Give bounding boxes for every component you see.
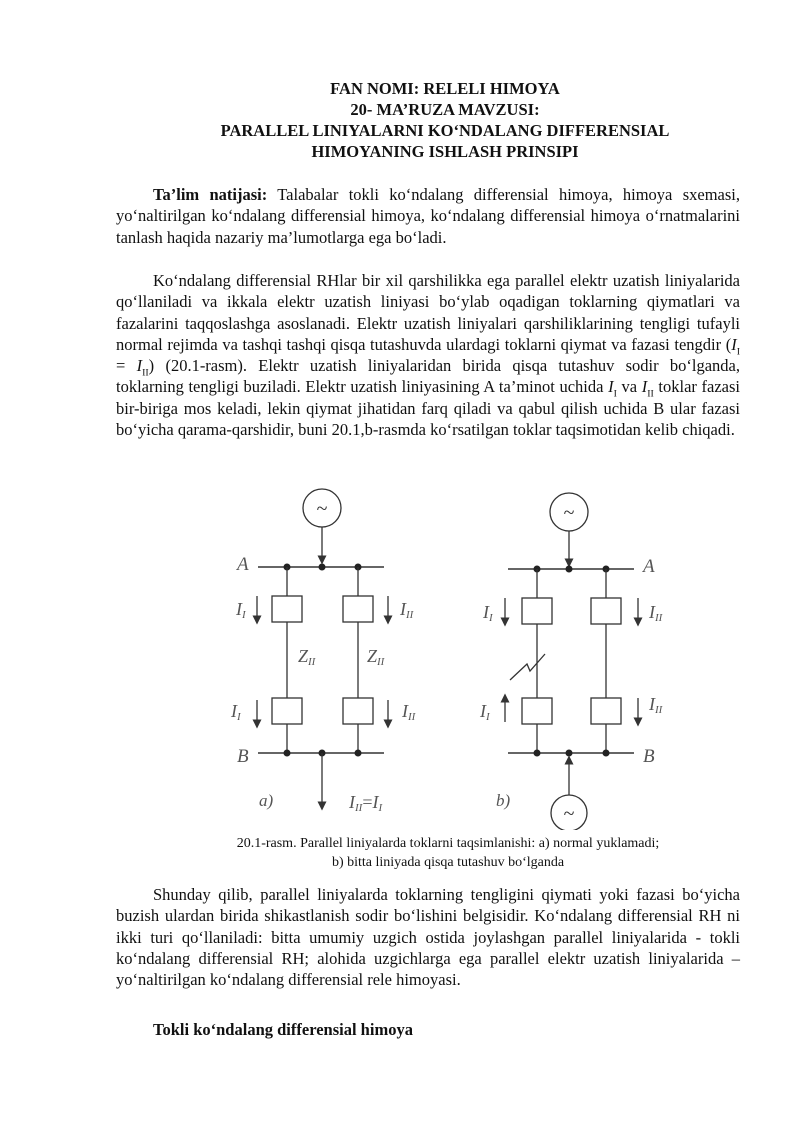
bus-a-label: A xyxy=(237,554,249,575)
diagram-b xyxy=(479,493,664,830)
bus-a-label: A xyxy=(643,556,655,577)
subscript: II xyxy=(647,388,654,400)
current-symbol: I xyxy=(731,334,737,354)
current-symbol: I xyxy=(136,356,143,376)
current-symbol: I xyxy=(608,377,614,397)
conclusion-text: Shunday qilib, parallel liniyalarda toklarning tengligini qiymati yoki fazasi bo‘yicha buzish ulardan birida shikastlanish sodir bo‘lishini belgisidir. Ko‘ndalang differensial RH ni ikki turi qo‘llaniladi: bitta umumiy uzgich ostida joylashgan parallel liniyalarida - tokli ko‘ndalang differensial RH; alohida uzgichlarga ega parallel elektr uzatish liniyalarida – yo‘naltirilgan ko‘ndalang differensial rele himoyasi. xyxy=(116,885,740,990)
lecture-title xyxy=(100,78,790,162)
impedance-label: ZII xyxy=(367,646,385,668)
svg-text:II: II xyxy=(483,602,493,624)
svg-text:II: II xyxy=(236,599,246,621)
subscript: I xyxy=(736,346,740,358)
paragraph-text: toklar fazasi bir-biriga mos keladi, lekin qiymat jihatidan farq qiladi va qabul qilish uchida B ular fazasi bo‘yicha qarama-qarshidir, buni 20.1,b-rasmda ko‘rsatilgan toklar taqsimotidan kelib chiqadi. xyxy=(116,377,740,440)
title-line-1: FAN NOMI: RELELI HIMOYA xyxy=(330,79,560,98)
svg-text:III: III xyxy=(400,599,414,621)
breaker-a3 xyxy=(343,596,373,622)
svg-text:II: II xyxy=(480,701,490,723)
section-heading: Tokli ko‘ndalang differensial himoya xyxy=(153,1020,413,1039)
paragraph-text: = xyxy=(116,356,137,376)
breaker-a2 xyxy=(272,698,302,724)
learning-outcome-paragraph xyxy=(116,184,740,248)
breaker-a1 xyxy=(272,596,302,622)
caption-line-2: b) bitta liniyada qisqa tutashuv bo‘lganda xyxy=(331,855,565,870)
title-line-3: PARALLEL LINIYALARNI KO‘NDALANG DIFFERENSIAL xyxy=(220,121,670,140)
figure-caption xyxy=(116,834,780,872)
parallel-lines-diagram xyxy=(0,480,800,830)
source-tilde-icon: ~ xyxy=(563,502,575,524)
diagram-b-label: b) xyxy=(496,791,511,810)
bus-b-label: B xyxy=(643,746,655,767)
paragraph-text: va xyxy=(616,377,642,397)
svg-text:III: III xyxy=(402,701,416,723)
breaker-b2 xyxy=(522,698,552,724)
breaker-b1 xyxy=(522,598,552,624)
caption-line-1: 20.1-rasm. Parallel liniyalarda toklarni taqsimlanishi: a) normal yuklamadi; xyxy=(236,836,660,851)
learning-outcome-text: Talabalar tokli ko‘ndalang differensial himoya, himoya sxemasi, yo‘naltirilgan ko‘ndalang differensial himoya, ko‘ndalang differensial himoya o‘rnatmalarini tanlash haqida nazariy ma’lumotlarga ega bo‘ladi. xyxy=(116,185,740,247)
diagram-a xyxy=(230,489,417,814)
bus-b-label: B xyxy=(237,746,249,767)
impedance-label: ZII xyxy=(298,646,316,668)
breaker-b3 xyxy=(591,598,621,624)
current-symbol: I xyxy=(641,377,648,397)
subscript: I xyxy=(613,388,617,400)
svg-text:III: III xyxy=(649,602,663,624)
diagram-a-label: a) xyxy=(259,791,274,810)
breaker-a4 xyxy=(343,698,373,724)
principle-paragraph xyxy=(116,270,740,440)
title-line-4: HIMOYANING ISHLASH PRINSIPI xyxy=(311,142,579,161)
svg-text:II: II xyxy=(231,701,241,723)
source-tilde-icon: ~ xyxy=(316,498,328,520)
current-sum-label: III=II xyxy=(349,792,383,814)
svg-text:III: III xyxy=(649,694,663,716)
subscript: II xyxy=(142,367,149,379)
breaker-b4 xyxy=(591,698,621,724)
learning-outcome-label: Ta’lim natijasi: xyxy=(153,185,268,204)
conclusion-paragraph xyxy=(116,884,740,990)
paragraph-text: ) (20.1-rasm). Elektr uzatish liniyalaridan birida qisqa tutashuv sodir bo‘lganda, toklarning tengligi buziladi. Elektr uzatish liniyasining A ta’minot uchida xyxy=(116,356,740,397)
source-tilde-icon: ~ xyxy=(563,803,575,825)
paragraph-text: Ko‘ndalang differensial RHlar bir xil qarshilikka ega parallel elektr uzatish liniyalarida qo‘llaniladi va ikkala elektr uzatish liniyasi bo‘ylab oqadigan toklarning qiymatlari va fazalarini taqqoslashga asoslanadi. Elektr uzatish liniyalari qarshiliklarining tengligi tufayli normal rejimda va tashqi tashqi qisqa tutashuvda ulardagi toklarni qiymat va fazasi tengdir ( xyxy=(116,271,740,354)
title-line-2: 20- MA’RUZA MAVZUSI: xyxy=(350,100,540,119)
fault-lightning-icon xyxy=(510,654,545,680)
